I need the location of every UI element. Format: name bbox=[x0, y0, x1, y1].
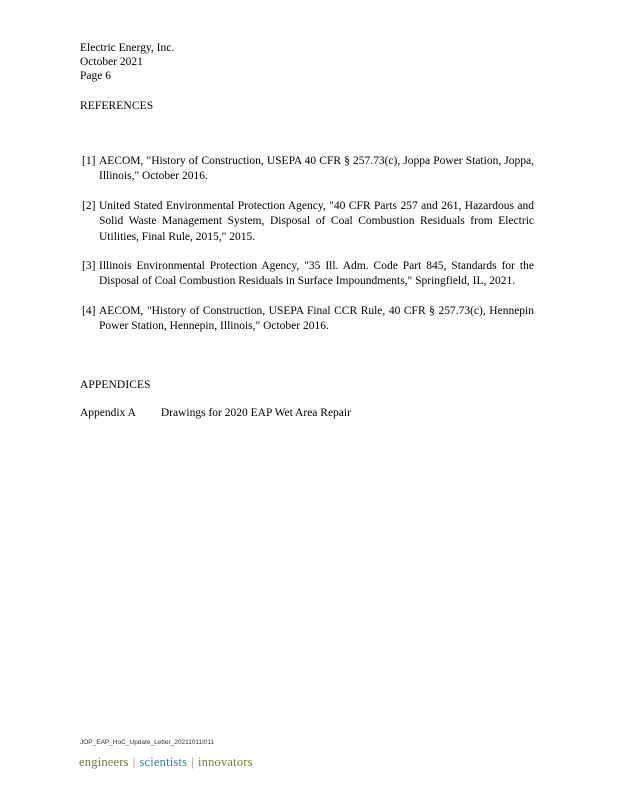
tagline-innovators: innovators bbox=[197, 755, 253, 769]
tagline-separator: | bbox=[132, 755, 136, 769]
references-list bbox=[80, 154, 534, 349]
letter-date: October 2021 bbox=[80, 56, 143, 68]
company-name: Electric Energy, Inc. bbox=[80, 42, 175, 54]
reference-text: United Stated Environmental Protection Agency, "40 CFR Parts 257 and 261, Hazardous and Solid Waste Management System, Disposal of Coal Combustion Residuals from Electric Utilities, Final Rule, 2015," 2015. bbox=[99, 199, 534, 243]
reference-number: [1] bbox=[82, 155, 96, 167]
references-heading: REFERENCES bbox=[80, 100, 154, 112]
appendices-heading: APPENDICES bbox=[80, 379, 151, 391]
reference-item bbox=[80, 199, 534, 245]
document-file-code: JOP_EAP_HoC_Update_Letter_20211011l011 bbox=[80, 739, 215, 746]
tagline-separator: | bbox=[191, 755, 194, 769]
reference-item bbox=[80, 154, 534, 185]
reference-number: [4] bbox=[82, 304, 96, 317]
appendix-title: Drawings for 2020 EAP Wet Area Repair bbox=[160, 407, 351, 419]
reference-item bbox=[80, 304, 534, 335]
reference-text: Illinois Environmental Protection Agency, "35 Ill. Adm. Code Part 845, Standards for the Disposal of Coal Combustion Residuals in Surface Impoundments," Springfield, IL, 2021. bbox=[99, 260, 534, 288]
reference-number: [3] bbox=[82, 260, 96, 273]
reference-text: AECOM, "History of Construction, USEPA Final CCR Rule, 40 CFR § 257.73(c), Hennepin Power Station, Hennepin, Illinois," October 2016. bbox=[99, 304, 534, 333]
letter-header bbox=[80, 41, 174, 83]
appendix-item bbox=[80, 407, 351, 419]
tagline-scientists: scientists bbox=[139, 755, 188, 769]
reference-item bbox=[80, 259, 534, 290]
reference-number: [2] bbox=[82, 199, 96, 212]
page-number: Page 6 bbox=[80, 70, 111, 82]
reference-text: AECOM, "History of Construction, USEPA 40 CFR § 257.73(c), Joppa Power Station, Joppa, Illinois," October 2016. bbox=[99, 155, 534, 183]
footer-tagline bbox=[79, 755, 253, 770]
appendix-letter: Appendix A bbox=[80, 407, 136, 419]
tagline-engineers: engineers bbox=[79, 755, 129, 769]
